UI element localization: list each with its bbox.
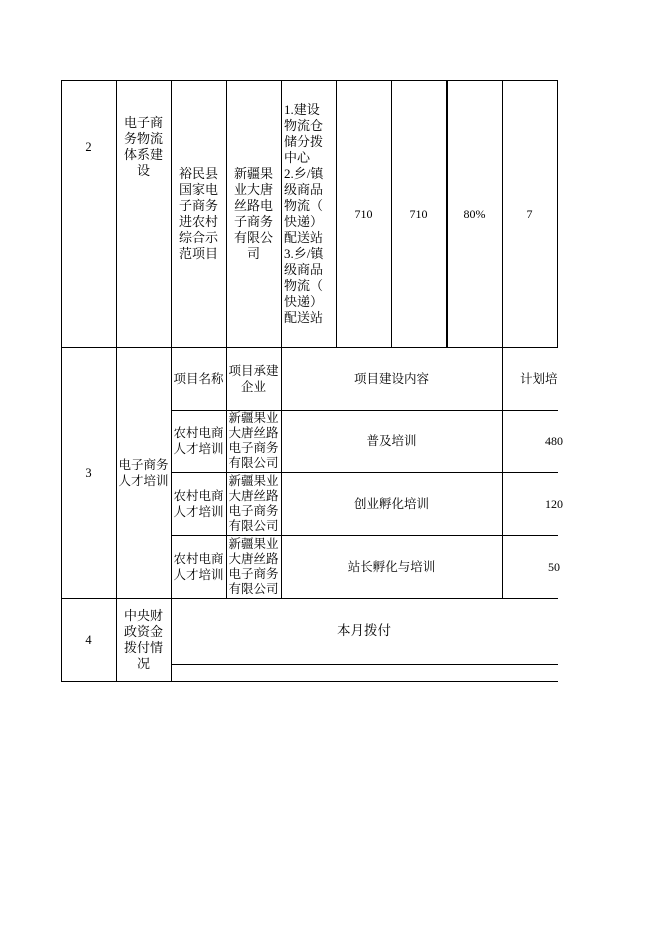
text-line: 普及培训 [366, 434, 417, 448]
text-line: 业大唐 [233, 181, 273, 197]
text-line: 综合示 [178, 229, 218, 245]
text-line: 480 [545, 434, 563, 448]
text-line: 项目建设内容 [353, 371, 429, 386]
grid-line [171, 664, 558, 665]
text-line: 人才培训 [173, 504, 224, 519]
text-line: 4 [85, 632, 92, 647]
text-line: 站长孵化与培训 [347, 559, 436, 574]
section-4-index [61, 598, 116, 681]
text-line: 配送站 [284, 309, 324, 325]
text-line: 快递） [284, 213, 324, 229]
grid-line [61, 681, 558, 682]
text-line: 子商务 [178, 197, 218, 213]
section-4-category [116, 598, 171, 681]
text-line: 物流（ [284, 277, 324, 293]
section-3-category [116, 347, 171, 598]
table-row-company [226, 410, 281, 472]
text-line: 子商务 [233, 213, 273, 229]
section-2-content [284, 80, 336, 347]
table-row-plan [548, 535, 560, 598]
text-line: 2 [85, 140, 92, 154]
section-2-project-name [171, 80, 226, 347]
header-project-name [171, 347, 226, 410]
text-line: 710 [354, 206, 373, 221]
text-line: 电子商务 [228, 566, 279, 581]
text-line: 有限公司 [228, 456, 279, 470]
text-line: 50 [548, 559, 560, 574]
text-line: 有限公司 [228, 518, 279, 533]
text-line: 物流仓 [284, 117, 324, 133]
text-line: 电子商务 [228, 441, 279, 455]
text-line: 体系建 [123, 147, 163, 162]
text-line: 3.乡/镇 [284, 245, 324, 261]
table-row-content [281, 410, 502, 472]
text-line: 本月拨付 [337, 623, 391, 638]
text-line: 中心 [284, 149, 311, 165]
text-line: 大唐丝路 [228, 551, 279, 566]
section-2-index [61, 80, 116, 214]
text-line: 况 [136, 655, 150, 671]
text-line: 有限公司 [228, 581, 279, 596]
text-line: 裕民县 [178, 165, 218, 181]
text-line: 企业 [240, 379, 266, 394]
section-3-index [61, 347, 116, 598]
text-line: 务物流 [123, 131, 163, 146]
section-2-value-2 [391, 80, 446, 347]
table-row-name [171, 535, 226, 598]
section-2-ratio [447, 80, 502, 347]
text-line: 快递） [284, 293, 324, 309]
text-line: 范项目 [178, 245, 218, 261]
text-line: 大唐丝路 [228, 426, 279, 440]
text-line: 7 [526, 206, 533, 221]
table-row-name [171, 410, 226, 472]
text-line: 新疆果业 [228, 536, 279, 551]
text-line: 中央财 [123, 607, 163, 623]
text-line: 新疆果业 [228, 473, 279, 488]
text-line: 电子商务 [228, 503, 279, 518]
text-line: 120 [545, 496, 563, 511]
text-line: 电子商 [123, 115, 163, 130]
text-line: 农村电商 [173, 551, 224, 566]
section-2-value-3 [502, 80, 557, 347]
text-line: 人才培训 [173, 442, 224, 456]
text-line: 3 [85, 465, 92, 480]
text-line: 人才培训 [118, 473, 169, 488]
text-line: 有限公 [233, 229, 273, 245]
section-2-value-1 [336, 80, 391, 347]
text-line: 计划培 [520, 371, 558, 386]
text-line: 配送站 [284, 229, 324, 245]
header-content [281, 347, 502, 410]
text-line: 储分拨 [284, 133, 324, 149]
text-line: 大唐丝路 [228, 488, 279, 503]
text-line: 1.建设 [284, 101, 320, 117]
text-line: 新疆果业 [228, 411, 279, 425]
table-row-company [226, 535, 281, 598]
text-line: 司 [246, 245, 260, 261]
text-line: 项目名称 [173, 371, 224, 386]
text-line: 人才培训 [173, 567, 224, 582]
text-line: 政资金 [123, 623, 163, 639]
text-line: 新疆果 [233, 165, 273, 181]
text-line: 农村电商 [173, 426, 224, 440]
text-line: 电子商务 [118, 457, 169, 472]
table-row-company [226, 472, 281, 535]
text-line: 物流（ [284, 197, 324, 213]
text-line: 710 [409, 206, 428, 221]
grid-line [557, 80, 558, 348]
table-row-content [281, 535, 502, 598]
text-line: 丝路电 [233, 197, 273, 213]
text-line: 级商品 [284, 261, 324, 277]
text-line: 拨付情 [123, 639, 163, 655]
text-line: 项目承建 [228, 363, 279, 378]
header-plan [520, 347, 557, 410]
text-line: 进农村 [178, 213, 218, 229]
section-4-label [171, 598, 557, 664]
text-line: 农村电商 [173, 488, 224, 503]
text-line: 设 [136, 163, 150, 178]
table-row-content [281, 472, 502, 535]
table-row-plan [545, 410, 563, 472]
text-line: 国家电 [178, 181, 218, 197]
table-row-plan [545, 472, 563, 535]
section-2-company [226, 80, 281, 347]
text-line: 80% [463, 206, 486, 221]
text-line: 2.乡/镇 [284, 165, 324, 181]
table-row-name [171, 472, 226, 535]
section-2-category [116, 80, 171, 214]
text-line: 级商品 [284, 181, 324, 197]
text-line: 创业孵化培训 [353, 496, 429, 511]
header-company [226, 347, 281, 410]
